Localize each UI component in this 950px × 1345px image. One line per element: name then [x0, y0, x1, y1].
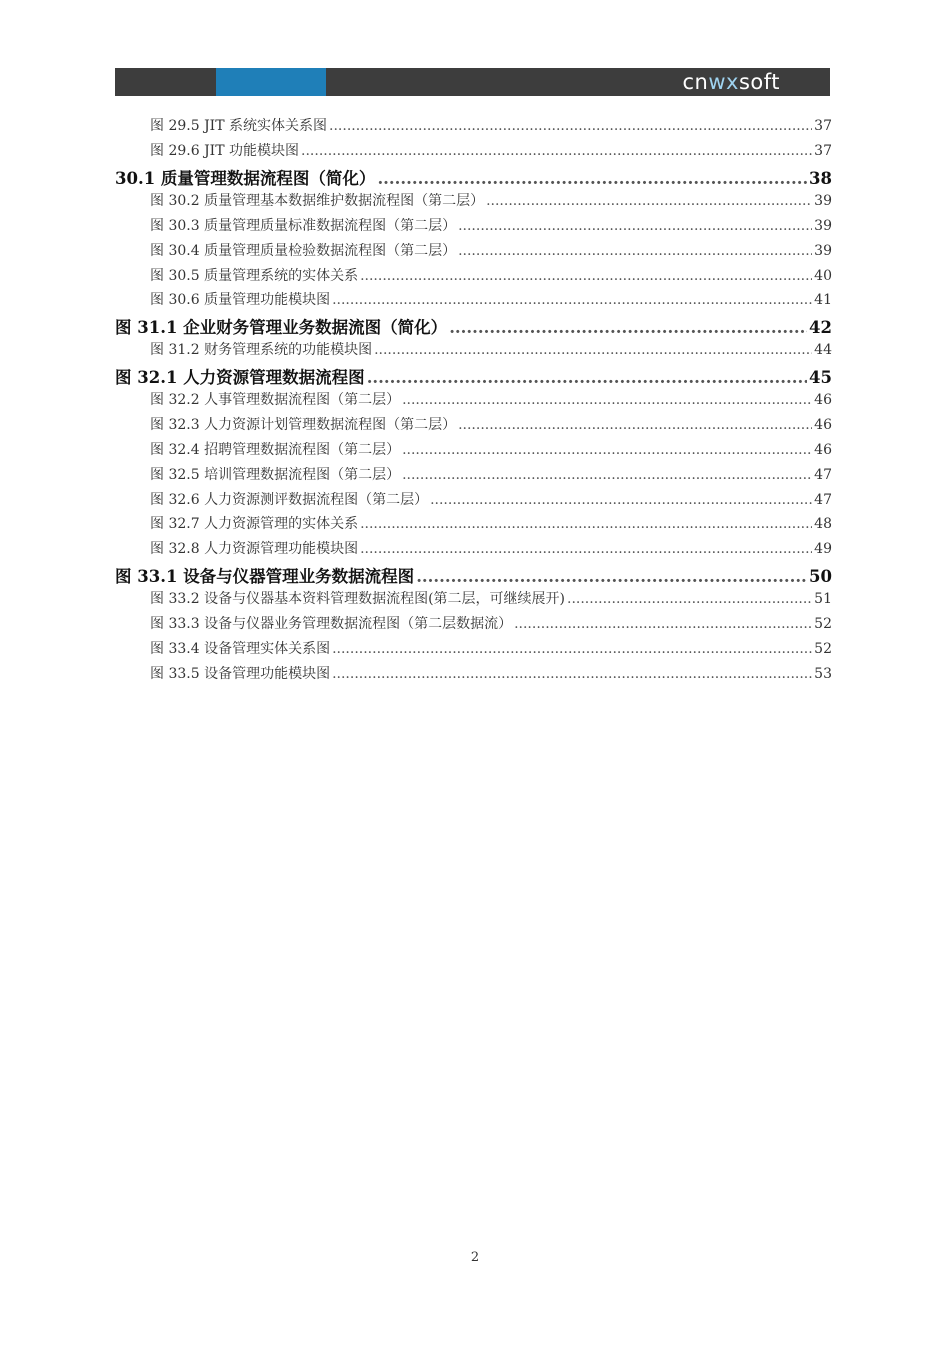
toc-entry[interactable]: [150, 389, 832, 411]
toc-entry[interactable]: [115, 165, 832, 189]
toc-entry-label: 30.1 质量管理数据流程图（简化）: [115, 169, 376, 188]
toc-leader-dots: [377, 169, 807, 188]
toc-entry-page: 46: [814, 417, 832, 433]
toc-leader-dots: [486, 193, 812, 209]
toc-leader-dots: [402, 442, 812, 458]
toc-entry-page: 39: [814, 193, 832, 209]
toc-leader-dots: [360, 268, 812, 284]
toc-entry-page: 44: [814, 342, 832, 358]
toc-entry-label: 图 30.2 质量管理基本数据维护数据流程图（第二层）: [150, 193, 485, 209]
toc-entry-page: 41: [814, 292, 832, 308]
toc-entry[interactable]: [150, 538, 832, 560]
toc-leader-dots: [458, 417, 812, 433]
toc-entry-label: 图 29.5 JIT 系统实体关系图: [150, 118, 328, 134]
toc-entry-label: 图 33.3 设备与仪器业务管理数据流程图（第二层数据流）: [150, 616, 513, 632]
toc-leader-dots: [332, 641, 812, 657]
toc-entry-page: 48: [814, 516, 832, 532]
toc-entry-page: 42: [809, 318, 832, 337]
toc-leader-dots: [329, 118, 812, 134]
toc-leader-dots: [458, 243, 812, 259]
toc-entry-label: 图 30.3 质量管理质量标准数据流程图（第二层）: [150, 218, 457, 234]
toc-entry-page: 39: [814, 218, 832, 234]
toc-leader-dots: [367, 368, 807, 387]
toc-entry-label: 图 30.6 质量管理功能模块图: [150, 292, 331, 308]
toc-leader-dots: [301, 143, 812, 159]
toc-entry[interactable]: [115, 364, 832, 388]
toc-entry-label: 图 32.4 招聘管理数据流程图（第二层）: [150, 442, 401, 458]
toc-entry[interactable]: [150, 414, 832, 436]
toc-entry[interactable]: [115, 314, 832, 338]
toc-leader-dots: [514, 616, 812, 632]
logo-suffix: soft: [738, 70, 780, 94]
toc-entry[interactable]: [150, 190, 832, 212]
toc-entry-label: 图 33.4 设备管理实体关系图: [150, 641, 331, 657]
toc-entry-page: 52: [814, 641, 832, 657]
toc-entry-label: 图 31.1 企业财务管理业务数据流图（简化）: [115, 318, 448, 337]
toc-entry-label: 图 33.5 设备管理功能模块图: [150, 666, 331, 682]
toc-leader-dots: [332, 666, 812, 682]
page-header-bar: [115, 68, 830, 96]
toc-entry-page: 47: [814, 467, 832, 483]
toc-leader-dots: [360, 541, 812, 557]
toc-leader-dots: [458, 218, 812, 234]
toc-entry-label: 图 33.1 设备与仪器管理业务数据流程图: [115, 567, 415, 586]
toc-entry-label: 图 30.4 质量管理质量检验数据流程图（第二层）: [150, 243, 457, 259]
toc-entry-page: 37: [814, 118, 832, 134]
logo-mid: wx: [708, 70, 739, 94]
toc-entry-page: 45: [809, 368, 832, 387]
toc-leader-dots: [360, 516, 812, 532]
toc-entry[interactable]: [150, 140, 832, 162]
toc-entry-label: 图 32.1 人力资源管理数据流程图: [115, 368, 365, 387]
toc-entry-page: 52: [814, 616, 832, 632]
toc-entry-label: 图 32.7 人力资源管理的实体关系: [150, 516, 359, 532]
toc-entry[interactable]: [150, 638, 832, 660]
toc-entry[interactable]: [150, 663, 832, 685]
toc-entry-label: 图 29.6 JIT 功能模块图: [150, 143, 300, 159]
toc-entry-page: 39: [814, 243, 832, 259]
toc-entry-page: 38: [809, 169, 832, 188]
toc-entry-page: 37: [814, 143, 832, 159]
toc-leader-dots: [430, 492, 812, 508]
toc-entry[interactable]: [115, 563, 832, 587]
toc-entry-page: 49: [814, 541, 832, 557]
toc-entry[interactable]: [150, 115, 832, 137]
toc-entry-label: 图 32.8 人力资源管理功能模块图: [150, 541, 359, 557]
toc-leader-dots: [332, 292, 812, 308]
toc-entry-page: 50: [809, 567, 832, 586]
toc-entry-label: 图 32.5 培训管理数据流程图（第二层）: [150, 467, 401, 483]
logo-prefix: cn: [682, 70, 709, 94]
toc-entry[interactable]: [150, 289, 832, 311]
toc-entry[interactable]: [150, 613, 832, 635]
toc-entry[interactable]: [150, 439, 832, 461]
toc-entry[interactable]: [150, 513, 832, 535]
toc-entry[interactable]: [150, 339, 832, 361]
toc-entry-label: 图 30.5 质量管理系统的实体关系: [150, 268, 359, 284]
toc-entry-label: 图 31.2 财务管理系统的功能模块图: [150, 342, 373, 358]
page-number: 2: [470, 1250, 480, 1265]
toc-entry[interactable]: [150, 489, 832, 511]
toc-entry-label: 图 32.6 人力资源测评数据流程图（第二层）: [150, 492, 429, 508]
toc-entry-page: 53: [814, 666, 832, 682]
brand-logo: [682, 68, 780, 96]
toc-entry-page: 46: [814, 392, 832, 408]
toc-entry-page: 47: [814, 492, 832, 508]
toc-entry-label: 图 32.2 人事管理数据流程图（第二层）: [150, 392, 401, 408]
toc-entry-page: 46: [814, 442, 832, 458]
toc-entry[interactable]: [150, 265, 832, 287]
toc-entry-label: 图 33.2 设备与仪器基本资料管理数据流程图(第二层，可继续展开): [150, 591, 565, 607]
toc-leader-dots: [374, 342, 812, 358]
toc-leader-dots: [567, 591, 812, 607]
toc-leader-dots: [402, 392, 812, 408]
toc-entry[interactable]: [150, 240, 832, 262]
toc-entry-page: 51: [814, 591, 832, 607]
toc-leader-dots: [449, 318, 807, 337]
toc-entry-page: 40: [814, 268, 832, 284]
toc-entry-label: 图 32.3 人力资源计划管理数据流程图（第二层）: [150, 417, 457, 433]
toc-leader-dots: [402, 467, 812, 483]
toc-entry[interactable]: [150, 588, 832, 610]
header-accent-block: [216, 68, 326, 96]
toc-leader-dots: [416, 567, 807, 586]
toc-entry[interactable]: [150, 215, 832, 237]
toc-entry[interactable]: [150, 464, 832, 486]
